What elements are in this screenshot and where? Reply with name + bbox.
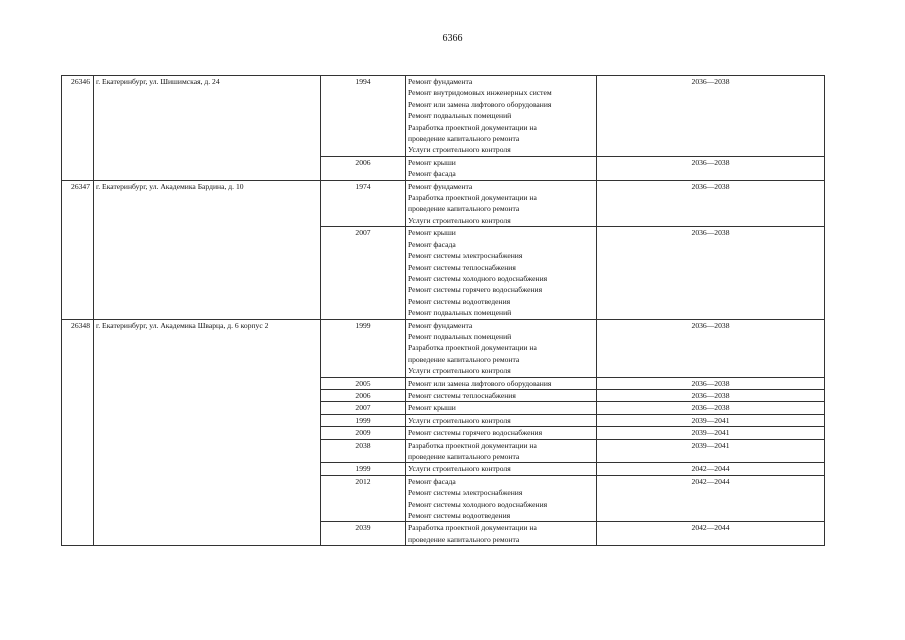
work-item: проведение капитального ремонта: [408, 134, 520, 144]
work-item: Услуги строительного контроля: [408, 366, 511, 376]
works-cell: [406, 402, 597, 414]
page-number: 6366: [442, 33, 463, 44]
period-cell: 2036—2038: [597, 377, 825, 389]
work-item: Ремонт или замена лифтового оборудования: [408, 99, 552, 109]
work-item: Ремонт или замена лифтового оборудования: [408, 378, 552, 388]
year-cell: 2006: [321, 156, 406, 180]
year-cell: 2009: [321, 427, 406, 439]
work-item: Ремонт системы теплоснабжения: [408, 262, 516, 272]
work-item: Ремонт крыши: [408, 403, 456, 413]
work-item: Ремонт фундамента: [408, 181, 473, 191]
building-address: г. Екатеринбург, ул. Академика Шварца, д. 6 корпус 2: [94, 319, 321, 546]
works-cell: [406, 180, 597, 227]
works-cell: [406, 463, 597, 475]
work-item: Ремонт крыши: [408, 228, 456, 238]
work-item: Ремонт фасада: [408, 169, 456, 179]
work-item: Ремонт системы холодного водоснабжения: [408, 499, 548, 509]
year-cell: 1999: [321, 463, 406, 475]
work-item: Ремонт подвальных помещений: [408, 111, 512, 121]
work-item: Разработка проектной документации на: [408, 193, 537, 203]
work-item: Ремонт системы горячего водоснабжения: [408, 428, 543, 438]
works-cell: [406, 427, 597, 439]
year-cell: 2006: [321, 389, 406, 401]
year-cell: 2005: [321, 377, 406, 389]
building-address: г. Екатеринбург, ул. Шишимская, д. 24: [94, 76, 321, 181]
work-item: Ремонт подвальных помещений: [408, 331, 512, 341]
work-item: Ремонт внутридомовых инженерных систем: [408, 88, 552, 98]
work-item: Ремонт системы горячего водоснабжения: [408, 285, 543, 295]
work-item: Ремонт системы холодного водоснабжения: [408, 273, 548, 283]
work-item: проведение капитального ремонта: [408, 354, 520, 364]
work-item: Разработка проектной документации на: [408, 343, 537, 353]
work-item: Услуги строительного контроля: [408, 145, 511, 155]
works-cell: [406, 389, 597, 401]
building-id: 26347: [62, 180, 94, 319]
work-item: Ремонт системы теплоснабжения: [408, 390, 516, 400]
work-item: Ремонт системы водоотведения: [408, 511, 511, 521]
repair-schedule-table: [61, 75, 825, 546]
year-cell: 2039: [321, 522, 406, 546]
year-cell: 1974: [321, 180, 406, 227]
building-address: г. Екатеринбург, ул. Академика Бардина, д. 10: [94, 180, 321, 319]
period-cell: 2042—2044: [597, 522, 825, 546]
work-item: Ремонт системы электроснабжения: [408, 488, 523, 498]
table-row: [62, 319, 825, 377]
work-item: проведение капитального ремонта: [408, 204, 520, 214]
table-body: [62, 76, 825, 546]
period-cell: 2036—2038: [597, 227, 825, 319]
work-item: проведение капитального ремонта: [408, 452, 520, 461]
works-cell: [406, 319, 597, 377]
work-item: проведение капитального ремонта: [408, 534, 520, 544]
works-cell: [406, 414, 597, 426]
works-cell: [406, 377, 597, 389]
period-cell: 2039—2041: [597, 414, 825, 426]
work-item: Ремонт фундамента: [408, 77, 473, 86]
work-item: Ремонт подвальных помещений: [408, 308, 512, 318]
period-cell: 2042—2044: [597, 475, 825, 522]
work-item: Ремонт фасада: [408, 239, 456, 249]
building-id: 26348: [62, 319, 94, 546]
period-cell: 2036—2038: [597, 76, 825, 157]
year-cell: 1999: [321, 319, 406, 377]
table-row: [62, 180, 825, 227]
work-item: Услуги строительного контроля: [408, 415, 511, 425]
works-cell: [406, 522, 597, 546]
work-item: Ремонт системы электроснабжения: [408, 251, 523, 261]
year-cell: 2038: [321, 439, 406, 463]
period-cell: 2042—2044: [597, 463, 825, 475]
work-item: Ремонт фасада: [408, 476, 456, 486]
work-item: Ремонт крыши: [408, 157, 456, 167]
work-item: Услуги строительного контроля: [408, 215, 511, 225]
work-item: Ремонт системы водоотведения: [408, 296, 511, 306]
work-item: Разработка проектной документации на: [408, 122, 537, 132]
period-cell: 2036—2038: [597, 319, 825, 377]
period-cell: 2039—2041: [597, 439, 825, 463]
year-cell: 1999: [321, 414, 406, 426]
work-item: Разработка проектной документации на: [408, 523, 537, 533]
works-cell: [406, 76, 597, 157]
works-cell: [406, 439, 597, 463]
year-cell: 2007: [321, 227, 406, 319]
work-item: Услуги строительного контроля: [408, 464, 511, 474]
period-cell: 2039—2041: [597, 427, 825, 439]
works-cell: [406, 156, 597, 180]
period-cell: 2036—2038: [597, 156, 825, 180]
building-id: 26346: [62, 76, 94, 181]
works-cell: [406, 475, 597, 522]
work-item: Ремонт фундамента: [408, 320, 473, 330]
table-row: [62, 76, 825, 157]
period-cell: 2036—2038: [597, 389, 825, 401]
works-cell: [406, 227, 597, 319]
work-item: Разработка проектной документации на: [408, 440, 537, 450]
year-cell: 2012: [321, 475, 406, 522]
year-cell: 2007: [321, 402, 406, 414]
period-cell: 2036—2038: [597, 402, 825, 414]
year-cell: 1994: [321, 76, 406, 157]
period-cell: 2036—2038: [597, 180, 825, 227]
